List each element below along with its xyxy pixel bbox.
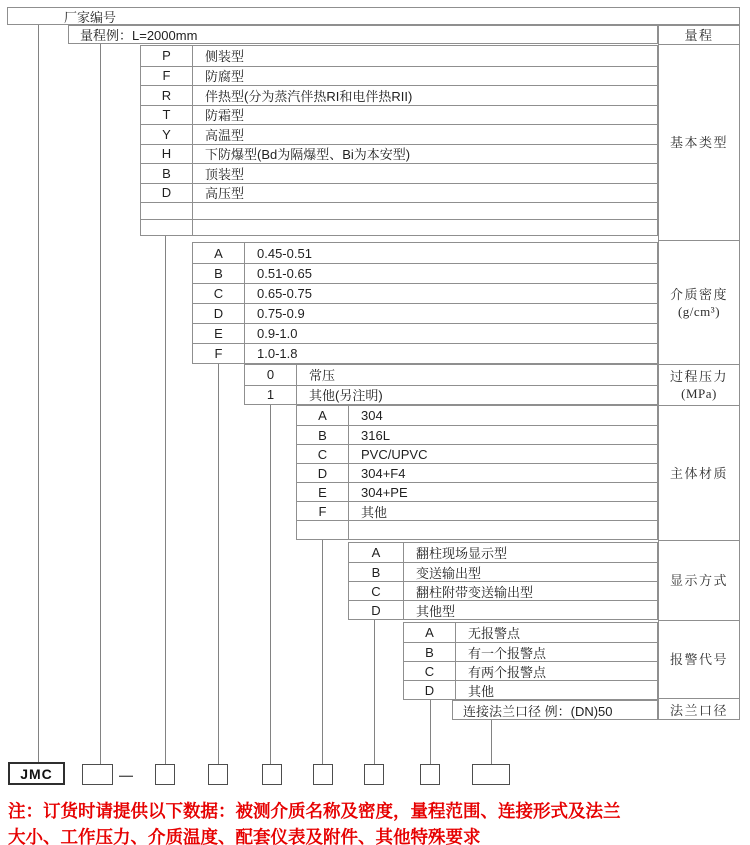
desc-cell (193, 203, 657, 219)
code-cell: P (141, 46, 193, 66)
table-row (349, 543, 657, 562)
order-note (8, 798, 750, 845)
label-cell-basic-type: 基本类型 (659, 45, 739, 241)
table-row (193, 303, 657, 323)
table-row (193, 283, 657, 303)
code-cell: E (297, 483, 349, 501)
desc-cell: 316L (361, 427, 390, 443)
connector-line-material (322, 540, 323, 764)
code-cell (141, 220, 193, 235)
desc-cell: 有一个报警点 (468, 645, 547, 661)
desc-cell: 0.75-0.9 (257, 306, 305, 321)
code-cell: D (349, 601, 404, 619)
range-row: 量程例：L=2000mm (68, 25, 658, 44)
code-cell: B (297, 426, 349, 444)
table-row (297, 463, 657, 482)
desc-cell: 防霜型 (205, 108, 245, 124)
label-pressure-line2: (MPa) (681, 386, 717, 401)
code-cell: C (297, 445, 349, 463)
table-row (349, 581, 657, 600)
desc-cell: 其他 (361, 504, 388, 520)
table-row (404, 680, 657, 699)
desc-cell: 无报警点 (468, 626, 521, 641)
desc-cell: 高温型 (205, 127, 245, 143)
desc-cell: 高压型 (205, 186, 245, 202)
empty-row (141, 219, 657, 235)
desc-cell: 304+PE (361, 484, 408, 500)
desc-cell: 其他 (468, 683, 495, 699)
code-cell: T (141, 106, 193, 125)
connector-line-display-mode (374, 620, 375, 764)
table-row (297, 406, 657, 425)
table-row (297, 444, 657, 463)
code-cell: Y (141, 125, 193, 144)
density-table (192, 242, 658, 364)
code-cell: B (193, 264, 245, 283)
empty-row (141, 202, 657, 219)
table-row (404, 661, 657, 680)
connector-line-range (100, 44, 101, 764)
desc-cell: 伴热型(分为蒸汽伴热RI和电伴热RII) (205, 88, 413, 104)
empty-row (297, 520, 657, 539)
right-label-column (658, 25, 740, 720)
desc-cell: 304+F4 (361, 465, 406, 481)
table-row (297, 482, 657, 501)
code-cell: F (297, 502, 349, 520)
desc-cell: 顶装型 (205, 166, 245, 182)
label-cell-pressure (659, 365, 739, 406)
code-box-material (313, 764, 333, 785)
table-row (245, 365, 657, 385)
display-mode-table (348, 542, 658, 620)
table-row (141, 66, 657, 86)
pressure-table (244, 364, 658, 405)
label-cell-range: 量程 (659, 26, 739, 45)
label-density-line2: (g/cm³) (677, 303, 721, 319)
label-cell-alarm: 报警代号 (659, 621, 739, 699)
desc-cell: 翻柱现场显示型 (416, 546, 508, 561)
code-cell: R (141, 86, 193, 105)
code-cell (141, 203, 193, 219)
code-cell: D (297, 464, 349, 482)
code-box-range (82, 764, 113, 785)
model-separator-dash: — (119, 766, 133, 783)
label-pressure-line1: 过程压力 (669, 369, 728, 384)
order-note-line2: 大小、工作压力、介质温度、配套仪表及附件、其他特殊要求 (8, 827, 481, 845)
code-cell: 0 (245, 365, 297, 385)
connector-line-factory (38, 25, 39, 764)
code-box-flange (472, 764, 510, 785)
code-cell: A (193, 243, 245, 263)
table-row (141, 163, 657, 183)
desc-cell (349, 521, 657, 539)
desc-cell: 其他型 (416, 603, 456, 619)
table-row (141, 85, 657, 105)
factory-code-row: 厂家编号 (7, 7, 740, 25)
desc-cell: 0.45-0.51 (257, 245, 312, 261)
desc-cell: 常压 (309, 368, 336, 384)
code-cell: A (404, 623, 456, 642)
connector-line-alarm (430, 700, 431, 764)
alarm-table (403, 622, 658, 700)
label-cell-display-mode: 显示方式 (659, 541, 739, 621)
table-row (141, 183, 657, 203)
code-cell: C (193, 284, 245, 303)
code-cell: H (141, 145, 193, 164)
table-row (193, 243, 657, 263)
code-cell: D (193, 304, 245, 323)
material-table (296, 405, 658, 540)
code-cell: A (297, 406, 349, 425)
table-row (349, 562, 657, 581)
code-box-display-mode (364, 764, 384, 785)
desc-cell: PVC/UPVC (361, 446, 428, 462)
order-note-line1: 注：订货时请提供以下数据：被测介质名称及密度，量程范围、连接形式及法兰 (8, 801, 621, 821)
label-cell-material: 主体材质 (659, 406, 739, 541)
label-cell-flange: 法兰口径 (669, 702, 728, 718)
connector-line-basic-type (165, 236, 166, 764)
code-box-density (208, 764, 228, 785)
desc-cell: 侧装型 (205, 49, 245, 65)
table-row (141, 144, 657, 164)
desc-cell (193, 220, 657, 235)
code-cell: F (193, 344, 245, 363)
code-cell: F (141, 67, 193, 86)
connector-line-flange (491, 720, 492, 764)
table-row (193, 263, 657, 283)
code-box-basic-type (155, 764, 175, 785)
desc-cell: 0.51-0.65 (257, 266, 312, 281)
code-cell: B (141, 164, 193, 183)
desc-cell: 1.0-1.8 (257, 346, 298, 361)
desc-cell: 其他(另注明) (309, 388, 383, 404)
basic-type-table (140, 45, 658, 236)
table-row (245, 385, 657, 405)
code-cell: C (404, 662, 456, 680)
desc-cell: 0.9-1.0 (257, 326, 298, 341)
label-density-line1: 介质密度 (669, 286, 728, 302)
desc-cell: 变送输出型 (416, 565, 482, 581)
label-cell-density (659, 241, 739, 365)
table-row (349, 600, 657, 619)
connector-line-density (218, 364, 219, 764)
table-row (141, 105, 657, 125)
code-cell: D (141, 184, 193, 203)
desc-cell: 有两个报警点 (468, 664, 547, 680)
table-row (404, 642, 657, 661)
code-box-pressure (262, 764, 282, 785)
model-box-jmc: JMC (8, 762, 65, 785)
table-row (404, 623, 657, 642)
flange-row: 连接法兰口径 例：(DN)50 (452, 700, 658, 720)
table-row (141, 46, 657, 66)
code-cell: B (349, 563, 404, 581)
table-row (193, 343, 657, 363)
table-row (297, 425, 657, 444)
code-box-alarm (420, 764, 440, 785)
connector-line-pressure (270, 405, 271, 764)
table-row (141, 124, 657, 144)
code-cell: E (193, 324, 245, 343)
code-cell: C (349, 582, 404, 600)
desc-cell: 防腐型 (205, 69, 245, 85)
desc-cell: 下防爆型(Bd为隔爆型、Bi为本安型) (205, 147, 411, 163)
code-cell: B (404, 643, 456, 661)
code-cell: 1 (245, 386, 297, 405)
desc-cell: 0.65-0.75 (257, 286, 312, 301)
code-cell: A (349, 543, 404, 562)
desc-cell: 304 (361, 408, 383, 423)
table-row (297, 501, 657, 520)
desc-cell: 翻柱附带变送输出型 (416, 584, 534, 600)
table-row (193, 323, 657, 343)
code-cell: D (404, 681, 456, 699)
code-cell (297, 521, 349, 539)
